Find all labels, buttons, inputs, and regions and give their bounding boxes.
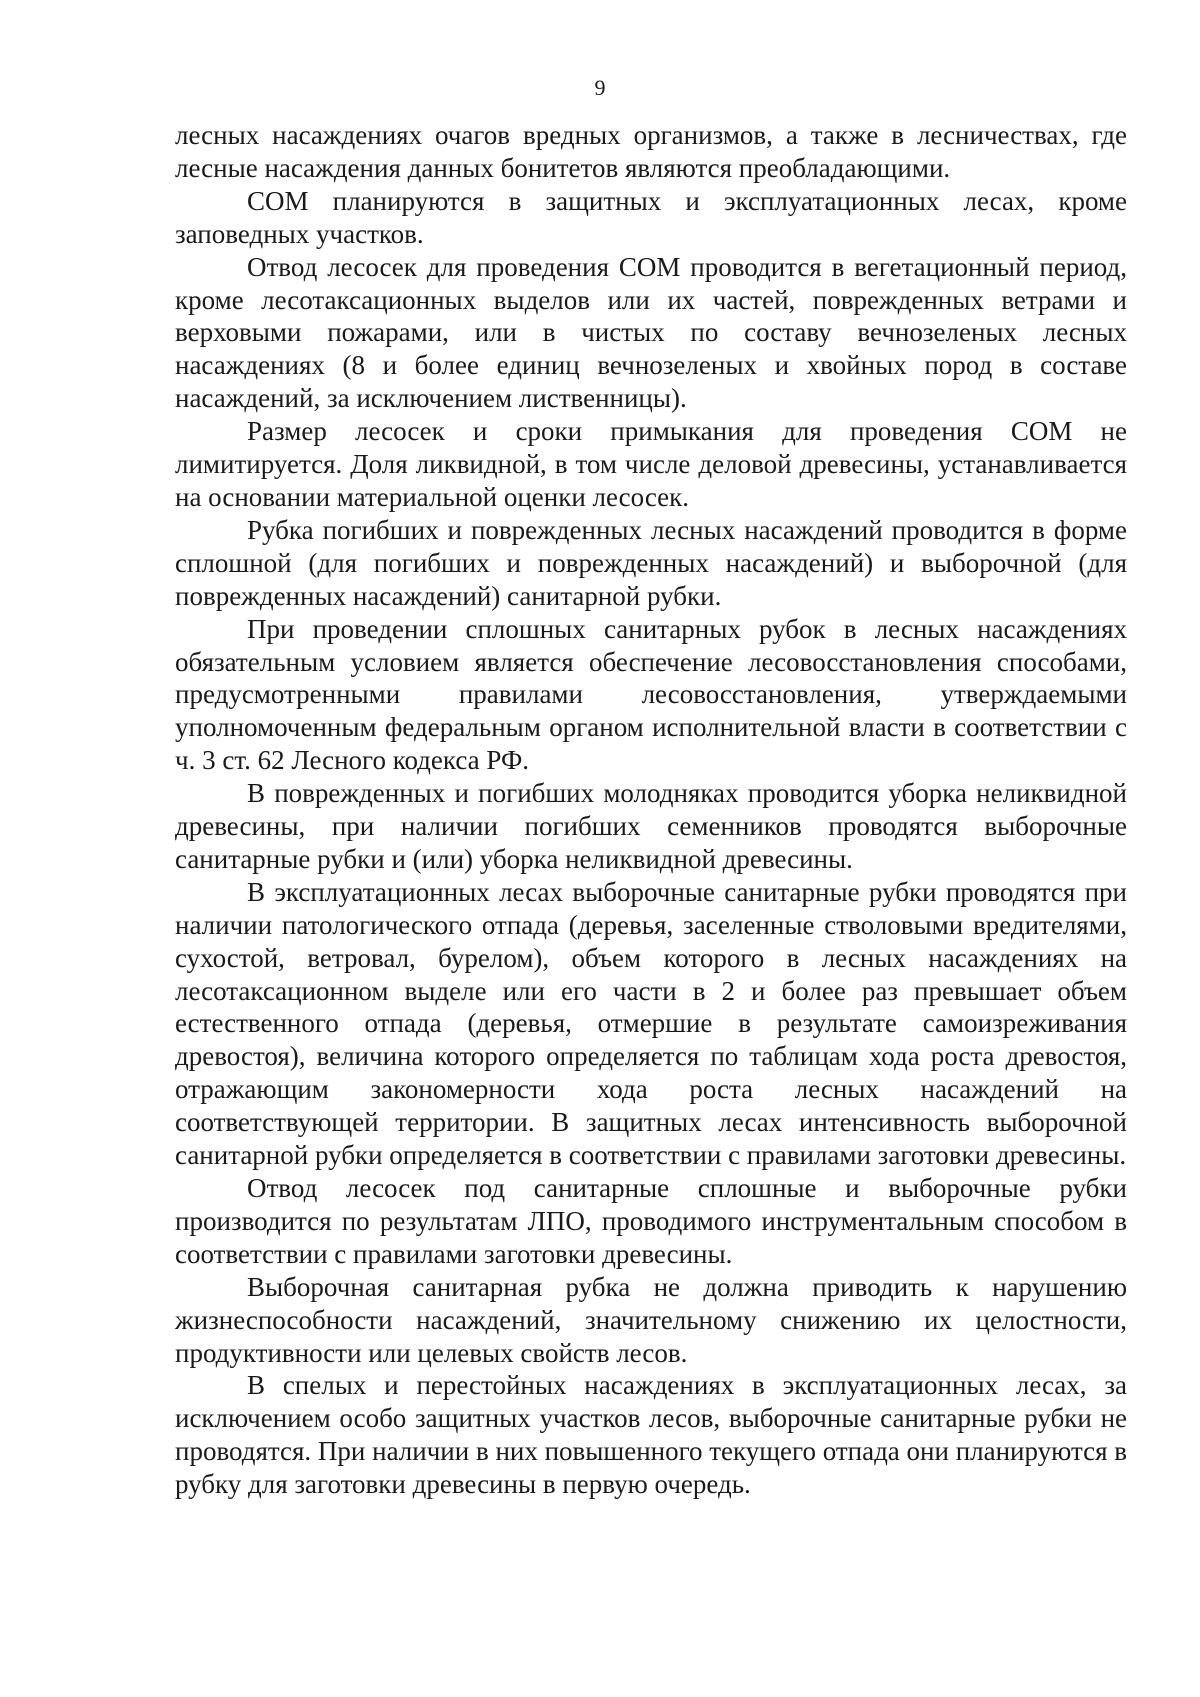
paragraph: Выборочная санитарная рубка не должна приводить к нарушению жизнеспособности насаждений, значительному снижению их целостности, продуктивности или целевых свойств лесов. — [175, 1271, 1127, 1368]
paragraph: В эксплуатационных лесах выборочные санитарные рубки проводятся при наличии патологического отпада (деревья, заселенные стволовыми вредителями, сухостой, ветровал, бурелом), объем которого в лесных насаждениях на лесотаксационном выделе или его части в 2 и более раз превышает объем естественного отпада (деревья, отмершие в результате самоизреживания древостоя), величина которого определяется по таблицам хода роста древостоя, отражающим закономерности хода роста лесных насаждений на соответствующей территории. В защитных лесах интенсивность выборочной санитарной рубки определяется в соответствии с правилами заготовки древесины. — [175, 876, 1127, 1171]
paragraph: В поврежденных и погибших молодняках проводится уборка неликвидной древесины, при наличии погибших семенников проводятся выборочные санитарные рубки и (или) уборка неликвидной древесины. — [175, 778, 1127, 874]
document-body — [175, 119, 1127, 1501]
paragraph: СОМ планируются в защитных и эксплуатационных лесах, кроме заповедных участков. — [175, 185, 1127, 249]
paragraph-continued: лесных насаждениях очагов вредных организмов, а также в лесничествах, где лесные насаждения данных бонитетов являются преобладающими. — [175, 120, 1127, 183]
paragraph: Отвод лесосек для проведения СОМ проводится в вегетационный период, кроме лесотаксационных выделов или их частей, поврежденных ветрами и верховыми пожарами, или в чистых по составу вечнозеленых лесных насаждениях (8 и более единиц вечнозеленых и хвойных пород в составе насаждений, за исключением лиственницы). — [175, 251, 1127, 414]
paragraph: Отвод лесосек под санитарные сплошные и выборочные рубки производится по результатам ЛПО, проводимого инструментальным способом в соответствии с правилами заготовки древесины. — [175, 1173, 1127, 1269]
page-number: 9 — [594, 75, 606, 100]
paragraph: Рубка погибших и поврежденных лесных насаждений проводится в форме сплошной (для погибших и поврежденных насаждений) и выборочной (для поврежденных насаждений) санитарной рубки. — [175, 514, 1127, 611]
paragraph: При проведении сплошных санитарных рубок в лесных насаждениях обязательным условием является обеспечение лесовосстановления способами, предусмотренными правилами лесовосстановления, утверждаемыми уполномоченным федеральным органом исполнительной власти в соответствии с ч. 3 ст. 62 Лесного кодекса РФ. — [175, 613, 1127, 776]
paragraph: Размер лесосек и сроки примыкания для проведения СОМ не лимитируется. Доля ликвидной, в том числе деловой древесины, устанавливается на основании материальной оценки лесосек. — [175, 416, 1127, 512]
paragraph: В спелых и перестойных насаждениях в эксплуатационных лесах, за исключением особо защитных участков лесов, выборочные санитарные рубки не проводятся. При наличии в них повышенного текущего отпада они планируются в рубку для заготовки древесины в первую очередь. — [175, 1370, 1127, 1500]
